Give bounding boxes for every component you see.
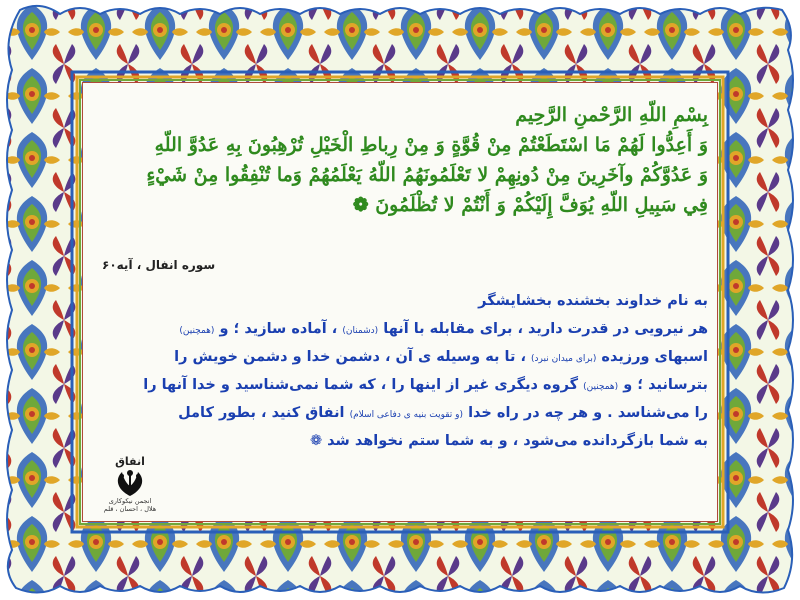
translation-note: (و تقویت بنیه ی دفاعی اسلام) — [349, 410, 464, 420]
verse-line-3: فِي سَبِيلِ اللّهِ يُوَفَّ إِلَيْكُمْ وَ أَنْتُمْ لا تُظْلَمُونَ ❁ — [352, 194, 708, 216]
translation-line-2 — [96, 315, 708, 343]
logo-subtitle-line: هلال ، احسان ، قلم — [103, 505, 157, 513]
translation-note: (برای میدان نبرد) — [531, 354, 597, 364]
quran-verse — [96, 94, 708, 220]
translation-text: اسبهای ورزیده — [601, 349, 708, 365]
verse-line-1: وَ أَعِدُّوا لَهُمْ مَا اسْتَطَعْتُمْ مِنْ قُوَّةٍ وَ مِنْ رِباطِ الْخَيْلِ تُرْهِبُونَ بِهِ عَدُوَّ اللّهِ — [154, 134, 708, 156]
translation-line-4 — [96, 371, 708, 399]
translation-text: انفاق کنید ، بطور کامل — [178, 405, 350, 421]
persian-translation — [96, 287, 708, 455]
translation-note: (همچنین) — [179, 326, 215, 336]
logo-subtitle-line: انجمن نیکوکاری — [108, 497, 152, 505]
translation-note: (همچنین) — [583, 382, 619, 392]
translation-note: (دشمنان) — [342, 326, 379, 336]
translation-line-1 — [96, 287, 708, 315]
translation-line-6 — [96, 427, 708, 455]
verse-line-2: وَ عَدُوَّكُمْ وآخَرِينَ مِنْ دُونِهِمْ لا تَعْلَمُونَهُمُ اللّهُ يَعْلَمُهُمْ وَما تُنْفِقُوا مِنْ شَيْءٍ — [146, 164, 708, 186]
logo-title: انفاق — [115, 455, 145, 468]
translation-text: گروه دیگری غیر از اینها را ، که شما نمی‌شناسید و خدا آنها را — [143, 377, 584, 393]
translation-text: ، آماده سازید ؛ و — [219, 321, 343, 337]
translation-text: بترسانید ؛ و — [623, 377, 708, 393]
translation-text: را می‌شناسد . و هر چه در راه خدا — [468, 405, 708, 421]
charity-logo — [100, 455, 160, 517]
translation-text: به شما بازگردانده می‌شود ، و به شما ستم نخواهد شد ❁ — [309, 433, 708, 449]
translation-line-3 — [96, 343, 708, 371]
logo-subtitle — [100, 497, 160, 513]
surah-reference: سوره انفال ، آیه۶۰ — [102, 258, 216, 272]
basmala: بِسْمِ اللّهِ الرَّحْمنِ الرَّحِيم — [515, 104, 708, 126]
translation-text: به نام خداوند بخشنده بخشایشگر — [478, 293, 708, 309]
hands-emblem-icon — [100, 468, 160, 498]
translation-line-5 — [96, 399, 708, 427]
translation-text: ، تا به وسیله ی آن ، دشمن خدا و دشمن خویش را — [174, 349, 532, 365]
translation-text: هر نیرویی در قدرت دارید ، برای مقابله با آنها — [383, 321, 708, 337]
